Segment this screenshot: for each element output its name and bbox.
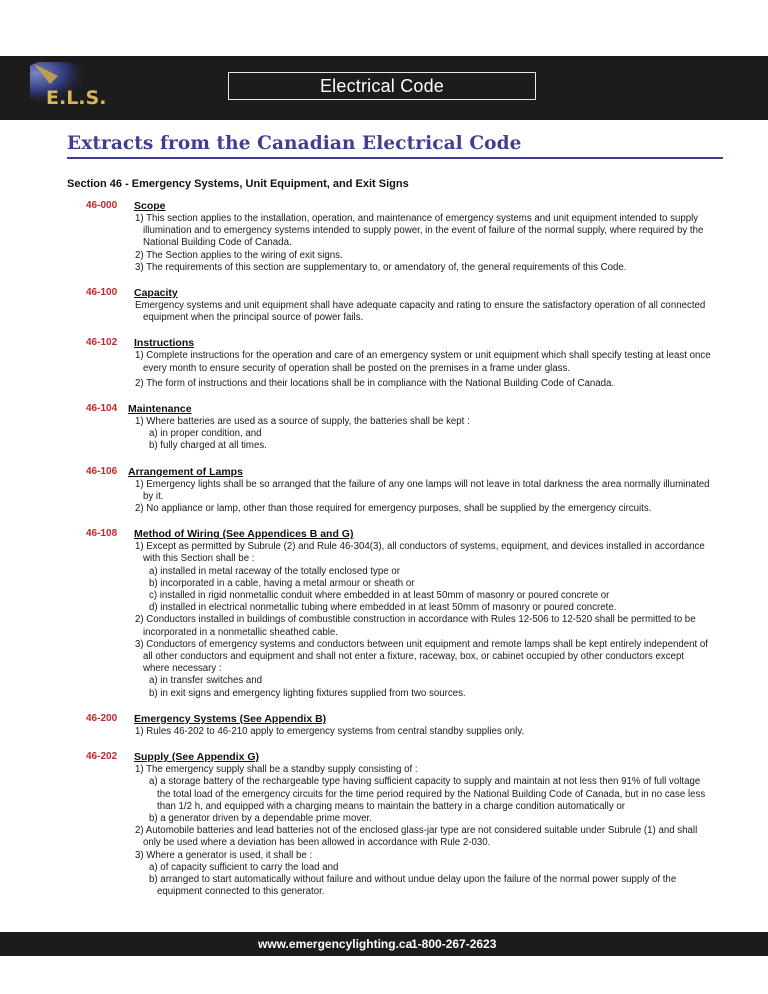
rule-clause: 2) The form of instructions and their locations shall be in compliance with the National Building Code of Canada.: [135, 377, 615, 389]
rule-subclause: b) incorporated in a cable, having a metal armour or sheath or: [149, 577, 415, 589]
rule-heading: Method of Wiring (See Appendices B and G): [134, 528, 354, 541]
rule-body: [135, 416, 713, 453]
rule-clause: 2) No appliance or lamp, other than those required for emergency purposes, shall be supplied by the emergency circuits.: [135, 503, 652, 515]
code-entry: [0, 337, 768, 390]
code-entry: [0, 528, 768, 700]
rule-body: [135, 213, 713, 274]
rule-number: 46-000: [86, 200, 118, 211]
footer-band: [0, 932, 768, 956]
rule-clause: Emergency systems and unit equipment shall have adequate capacity and rating to ensure the satisfactory operation of all connected equipment when the principal source of power fails.: [135, 300, 706, 324]
rule-number: 46-106: [86, 465, 118, 477]
rule-heading: Maintenance: [128, 403, 192, 416]
rule-clause: 1) The emergency supply shall be a standby supply consisting of :: [135, 764, 418, 776]
rule-subclause: a) of capacity sufficient to carry the load and: [149, 861, 339, 873]
rule-subclause: c) installed in rigid nonmetallic conduit where embedded in at least 50mm of masonry or poured concrete or: [149, 590, 610, 602]
rule-body: [135, 300, 713, 324]
rule-subclause: b) arranged to start automatically without failure and without undue delay upon the failure of the normal power supply of the equipment connected to this generator.: [149, 873, 677, 898]
rule-clause: 2) The Section applies to the wiring of exit signs.: [135, 249, 343, 261]
rule-number: 46-108: [86, 528, 118, 540]
code-entry: [0, 403, 768, 453]
footer-phone: 1-800-267-2623: [411, 937, 497, 951]
page-header-title: Electrical Code: [228, 72, 536, 100]
rule-subclause: b) a generator driven by a dependable prime mover.: [149, 812, 372, 824]
code-entry: [0, 287, 768, 324]
rule-number: 46-202: [86, 751, 118, 763]
rule-clause: 1) Complete instructions for the operation and care of an emergency system or unit equipment which shall specify testing at least once every month to ensure security of operation shall be posted on the premises in a frame under glass.: [135, 350, 711, 374]
rule-subclause: a) in proper condition, and: [149, 428, 262, 440]
rule-clause: 1) This section applies to the installation, operation, and maintenance of emergency systems and unit equipment intended to supply illumination and to emergency systems intended to supply power, in the event of failure of the normal supply, where required by the National Building Code of Canada.: [135, 213, 704, 249]
code-entry: [0, 466, 768, 516]
code-entry: [0, 751, 768, 898]
rule-clause: 2) Conductors installed in buildings of combustible construction in accordance with Rules 12-506 to 12-520 shall be permitted to be incorporated in a nonmetallic sheathed cable.: [135, 614, 696, 638]
rule-heading: Instructions: [134, 337, 195, 350]
rule-body: [135, 350, 713, 390]
footer-website[interactable]: www.emergencylighting.ca: [258, 937, 413, 951]
rule-number: 46-100: [86, 287, 118, 299]
rule-subclause: d) installed in electrical nonmetallic tubing where embedded in at least 50mm of masonry or poured concrete.: [149, 602, 617, 614]
rule-subclause: b) in exit signs and emergency lighting fixtures supplied from two sources.: [149, 687, 466, 699]
rule-body: [135, 479, 713, 516]
rule-clause: 3) The requirements of this section are supplementary to, or amendatory of, the general requirements of this Code.: [135, 261, 627, 273]
rule-heading: Arrangement of Lamps: [128, 465, 243, 478]
code-entry: [0, 200, 768, 274]
logo-wordmark: E.L.S.: [46, 87, 107, 109]
rule-body: [135, 541, 713, 700]
rule-heading: Scope: [134, 200, 166, 212]
rule-subclause: b) fully charged at all times.: [149, 440, 267, 452]
rule-number: 46-102: [86, 337, 118, 349]
rule-clause: 1) Rules 46-202 to 46-210 apply to emergency systems from central standby supplies only.: [135, 725, 525, 737]
document-title: Extracts from the Canadian Electrical Code: [67, 133, 522, 154]
section-title: Section 46 - Emergency Systems, Unit Equipment, and Exit Signs: [67, 178, 409, 190]
rule-number: 46-200: [86, 712, 118, 724]
rule-heading: Supply (See Appendix G): [134, 751, 260, 764]
rule-clause: 1) Where batteries are used as a source of supply, the batteries shall be kept :: [135, 416, 470, 428]
rule-clause: 2) Automobile batteries and lead batteries not of the enclosed glass-jar type are not considered suitable under Subrule (1) and shall only be used where a deviation has been allowed in accordance with Rule 2-030.: [135, 825, 698, 849]
rule-subclause: a) in transfer switches and: [149, 675, 263, 687]
rule-clause: 1) Emergency lights shall be so arranged that the failure of any one lamps will not leave in total darkness the area normally illuminated by it.: [135, 478, 710, 502]
rule-subclause: a) a storage battery of the rechargeable type having sufficient capacity to supply and maintain at not less then 91% of full voltage the total load of the emergency circuits for the time period required by the National Building Code of Canada, but in no case less than 1/2 h, and equipped with a charging means to maintain the battery in a charge condition automatically or: [149, 776, 706, 812]
rule-clause: 3) Conductors of emergency systems and conductors between unit equipment and remote lamps shall be kept entirely independent of all other conductors and equipment and shall not enter a fixture, raceway, box, or cabinet occupied by other conductors except where necessary :: [135, 638, 708, 675]
code-entry: [0, 713, 768, 738]
els-logo: [30, 62, 140, 112]
code-entries: [0, 200, 768, 911]
rule-heading: Emergency Systems (See Appendix B): [134, 712, 327, 725]
rule-number: 46-104: [86, 403, 118, 415]
rule-clause: 1) Except as permitted by Subrule (2) and Rule 46-304(3), all conductors of systems, equipment, and devices installed in accordance with this Section shall be :: [135, 541, 705, 565]
title-divider: [67, 157, 723, 159]
rule-heading: Capacity: [134, 287, 178, 300]
rule-body: [135, 726, 713, 738]
rule-body: [135, 764, 713, 898]
rule-clause: 3) Where a generator is used, it shall be :: [135, 849, 313, 861]
rule-subclause: a) installed in metal raceway of the totally enclosed type or: [149, 565, 400, 577]
